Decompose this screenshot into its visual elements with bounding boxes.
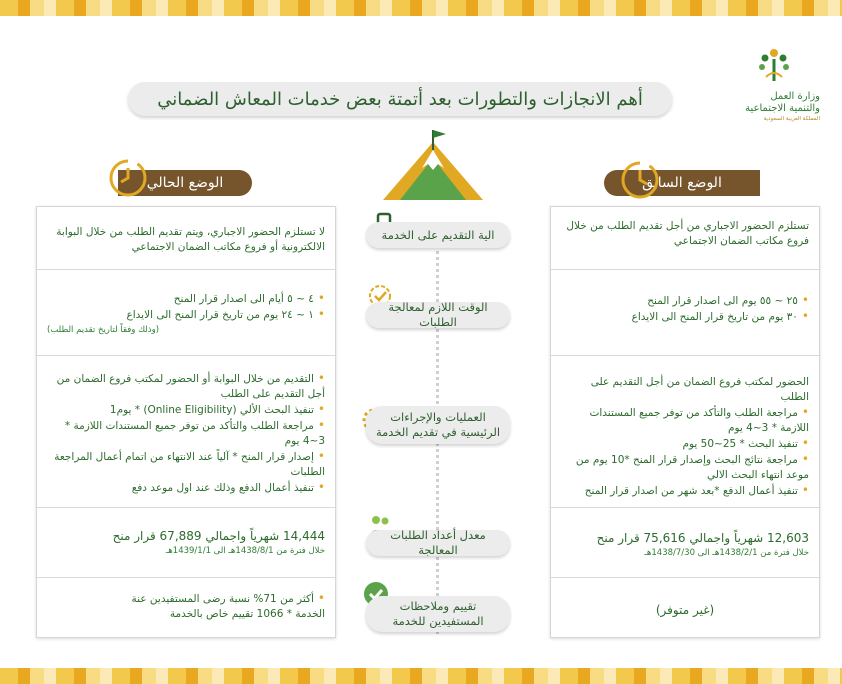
- previous-rating: (غير متوفر): [655, 603, 715, 617]
- current-rating-block: [47, 591, 325, 622]
- current-proc-5: • تنفيذ أعمال الدفع وذلك عند اول موعد دفع: [47, 480, 325, 496]
- current-status-card: [36, 206, 336, 638]
- category-apply: الية التقديم على الخدمة: [366, 222, 510, 248]
- current-proc-2: • تنفيذ البحث الألي (Online Eligibility) * يوم1: [47, 402, 325, 418]
- previous-proc-1: الحضور لمكتب فروع الضمان من أجل التقديم على الطلب: [590, 376, 809, 403]
- divider: [37, 507, 335, 508]
- previous-apply-text: تستلزم الحضور الاجباري من أجل تقديم الطلب من خلال فروع مكاتب الضمان الاجتماعي: [566, 220, 809, 247]
- previous-proc-3: • تنفيذ البحث * 25~50 يوم: [561, 436, 809, 452]
- divider: [551, 507, 819, 508]
- current-status-header: الوضع الحالي: [118, 170, 252, 196]
- current-count-1: 14,444 شهرياً واجمالي 67,889 قرار منح: [112, 529, 325, 543]
- logo-line-3: المملكة العربية السعودية: [763, 116, 820, 122]
- mountain-flag-icon: [378, 128, 488, 204]
- current-process-block: [47, 371, 325, 496]
- divider: [37, 577, 335, 578]
- current-proc-1: • التقديم من خلال البوابة أو الحضور لمكتب فروع الضمان من أجل التقديم على الطلب: [47, 371, 325, 402]
- top-decorative-stripe: [0, 0, 842, 16]
- previous-proc-2: • مراجعة الطلب والتأكد من توفر جميع المستندات اللازمة * 3~4 يوم: [561, 405, 809, 436]
- logo-line-1: وزارة العمل: [770, 91, 820, 102]
- current-time-note: (وذلك وفقاً لتاريخ تقديم الطلب): [47, 325, 160, 335]
- category-processing-time: الوقت اللازم لمعالجة الطلبات: [366, 302, 510, 328]
- history-icon: [620, 160, 660, 200]
- current-time-1: • ٤ ~ ٥ أيام الى اصدار قرار المنح: [47, 291, 325, 307]
- category-beneficiary-rating: تقييم وملاحظات المستفيدين للخدمة: [366, 596, 510, 632]
- current-count-block: [47, 529, 325, 559]
- previous-status-card: [550, 206, 820, 638]
- previous-time-block: [561, 293, 809, 325]
- category-processed-count: معدل أعداد الطلبات المعالجة: [366, 530, 510, 556]
- page-title: أهم الانجازات والتطورات بعد أتمتة بعض خدمات المعاش الضماني: [128, 82, 672, 116]
- current-apply-text: لا تستلزم الحضور الاجباري، ويتم تقديم الطلب من خلال البوابة الالكترونية أو فروع مكاتب الضمان الاجتماعي: [56, 226, 325, 253]
- previous-process-block: [561, 375, 809, 499]
- current-rating-2: الخدمة * 1066 تقييم خاص بالخدمة: [169, 608, 325, 620]
- current-time-block: [47, 291, 325, 338]
- previous-count-2: خلال فترة من 1438/2/1هـ الى 1438/7/30هـ: [644, 548, 809, 558]
- divider: [37, 355, 335, 356]
- divider: [551, 577, 819, 578]
- current-proc-3: • مراجعة الطلب والتأكد من توفر جميع المستندات اللازمة * 3~4 يوم: [47, 418, 325, 449]
- category-procedures: العمليات والإجراءات الرئيسية في تقديم الخدمة: [366, 406, 510, 444]
- divider: [551, 355, 819, 356]
- current-count-2: خلال فترة من 1438/8/1هـ الى 1439/1/1هـ: [165, 546, 325, 556]
- ministry-logo: [725, 45, 820, 123]
- previous-time-2: • ٣٠ يوم من تاريخ قرار المنح الى الايداع: [561, 309, 809, 325]
- current-rating-1: • أكثر من 71% نسبة رضى المستفيدين عنة: [47, 591, 325, 607]
- previous-status-header: الوضع السابق: [604, 170, 760, 196]
- previous-count-1: 12,603 شهرياً واجمالي 75,616 قرار منح: [596, 531, 809, 545]
- refresh-clock-icon: [108, 158, 148, 198]
- previous-proc-4: • مراجعة نتائج البحث وإصدار قرار المنح *10 يوم من موعد انتهاء البحث الالي: [561, 452, 809, 483]
- divider: [551, 269, 819, 270]
- current-proc-4: • إصدار قرار المنح * آلياً عند الانتهاء من اتمام أعمال المراجعة الطلبات: [47, 449, 325, 480]
- previous-proc-5: • تنفيذ أعمال الدفع *بعد شهر من اصدار قرار المنح: [561, 483, 809, 499]
- previous-count-block: [561, 531, 809, 561]
- palm-logo-icon: [754, 45, 794, 85]
- current-time-2: • ١ ~ ٢٤ يوم من تاريخ قرار المنح الى الايداع: [47, 307, 325, 323]
- logo-line-2: والتنمية الاجتماعية: [745, 103, 820, 114]
- divider: [37, 269, 335, 270]
- bottom-decorative-stripe: [0, 668, 842, 684]
- previous-time-1: • ٢٥ ~ ٥٥ يوم الى اصدار قرار المنح: [561, 293, 809, 309]
